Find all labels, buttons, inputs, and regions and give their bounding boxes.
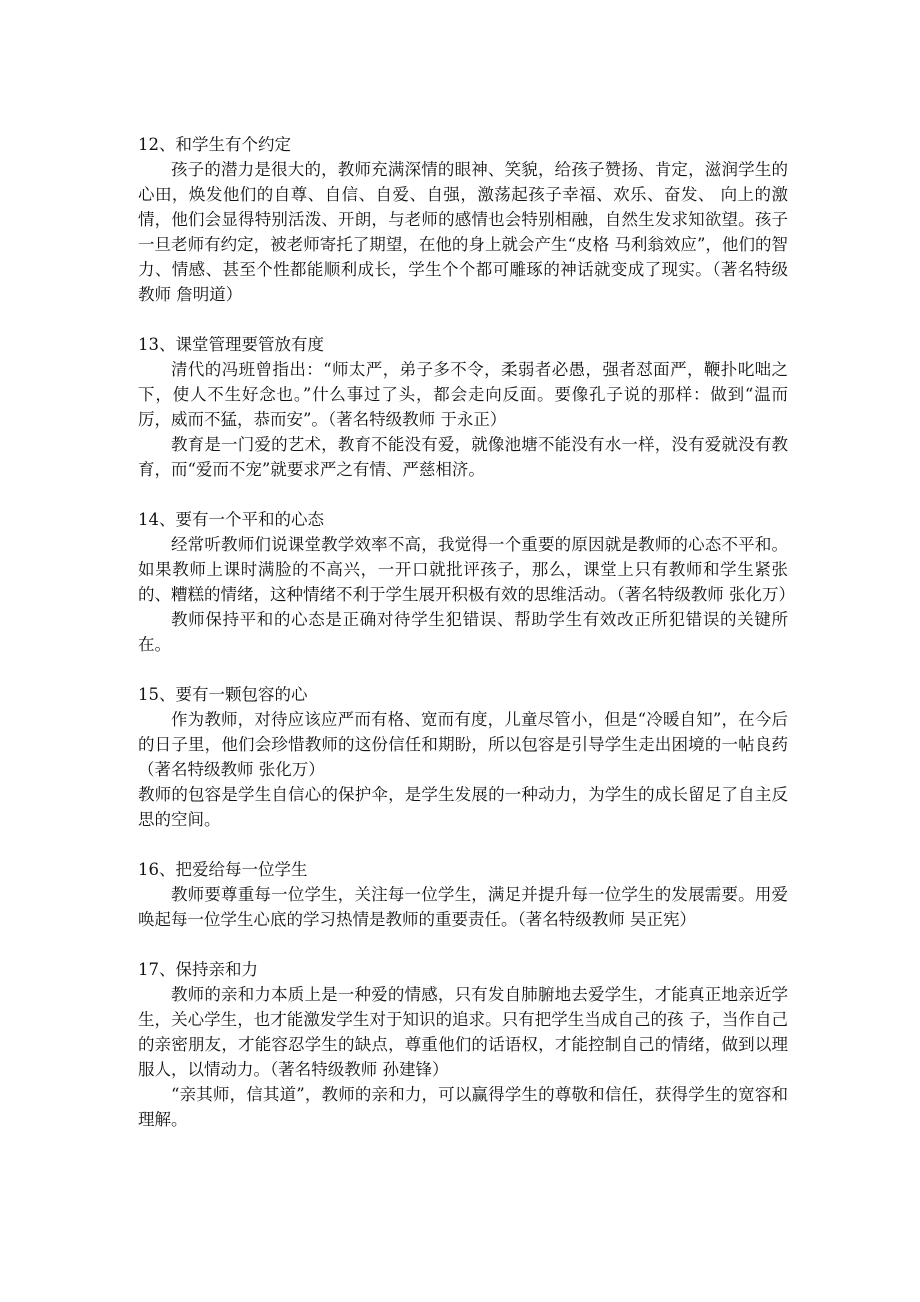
section-17 (138, 957, 788, 1132)
section-title: 16、把爱给每一位学生 (138, 860, 308, 879)
section-13 (138, 332, 788, 482)
section-title: 13、课堂管理要管放有度 (138, 335, 324, 354)
section-title: 14、要有一个平和的心态 (138, 510, 324, 529)
section-14 (138, 507, 795, 657)
paragraph: 教师要尊重每一位学生，关注每一位学生，满足并提升每一位学生的发展需要。用爱唤起每一位学生心底的学习热情是教师的重要责任。（著名特级教师 吴正宪） (138, 885, 788, 929)
paragraph: 教师保持平和的心态是正确对待学生犯错误、帮助学生有效改正所犯错误的关键所在。 (138, 610, 788, 654)
section-title: 17、保持亲和力 (138, 960, 258, 979)
paragraph: “亲其师，信其道”，教师的亲和力，可以赢得学生的尊敬和信任，获得学生的宽容和理解。 (138, 1085, 788, 1129)
document-page (138, 132, 795, 1157)
section-15 (138, 682, 788, 832)
paragraph: 经常听教师们说课堂教学效率不高，我觉得一个重要的原因就是教师的心态不平和。如果教师上课时满脸的不高兴，一开口就批评孩子，那么，课堂上只有教师和学生紧张的、糟糕的情绪，这种情绪不利于学生展开积极有效的思维活动。（著名特级教师 张化万） (138, 535, 795, 604)
paragraph: 教师的包容是学生自信心的保护伞，是学生发展的一种动力，为学生的成长留足了自主反思的空间。 (138, 785, 788, 829)
paragraph: 清代的冯班曾指出：“师太严，弟子多不令，柔弱者必愚，强者怼面严，鞭扑叱咄之下，使人不生好念也。”什么事过了头，都会走向反面。要像孔子说的那样：做到“温而厉，威而不猛，恭而安”。（著名特级教师 于永正） (138, 360, 788, 429)
paragraph: 教师的亲和力本质上是一种爱的情感，只有发自肺腑地去爱学生，才能真正地亲近学生，关心学生，也才能激发学生对于知识的追求。只有把学生当成自己的孩 子，当作自己的亲密朋友，才能容忍学生的缺点，尊重他们的话语权，才能控制自己的情绪，做到以理服人，以情动力。（著名特级教师 孙建锋） (138, 985, 788, 1079)
section-title: 12、和学生有个约定 (138, 135, 291, 154)
section-title: 15、要有一颗包容的心 (138, 685, 308, 704)
section-12 (138, 132, 788, 307)
paragraph: 教育是一门爱的艺术，教育不能没有爱，就像池塘不能没有水一样，没有爱就没有教育，而“爱而不宠”就要求严之有情、严慈相济。 (138, 435, 788, 479)
paragraph: 作为教师，对待应该应严而有格、宽而有度，儿童尽管小，但是“冷暖自知”，在今后的日子里，他们会珍惜教师的这份信任和期盼，所以包容是引导学生走出困境的一帖良药（著名特级教师 张化万） (138, 710, 788, 779)
section-16 (138, 857, 788, 932)
paragraph: 孩子的潜力是很大的，教师充满深情的眼神、笑貌，给孩子赞扬、肯定，滋润学生的心田，焕发他们的自尊、自信、自爱、自强，激荡起孩子幸福、欢乐、奋发、 向上的激情，他们会显得特别活泼、开朗，与老师的感情也会特别相融，自然生发求知欲望。孩子一旦老师有约定，被老师寄托了期望，在他的身上就会产生“皮格 马利翁效应”，他们的智力、情感、甚至个性都能顺利成长，学生个个都可雕琢的神话就变成了现实。（著名特级教师 詹明道） (138, 160, 788, 304)
